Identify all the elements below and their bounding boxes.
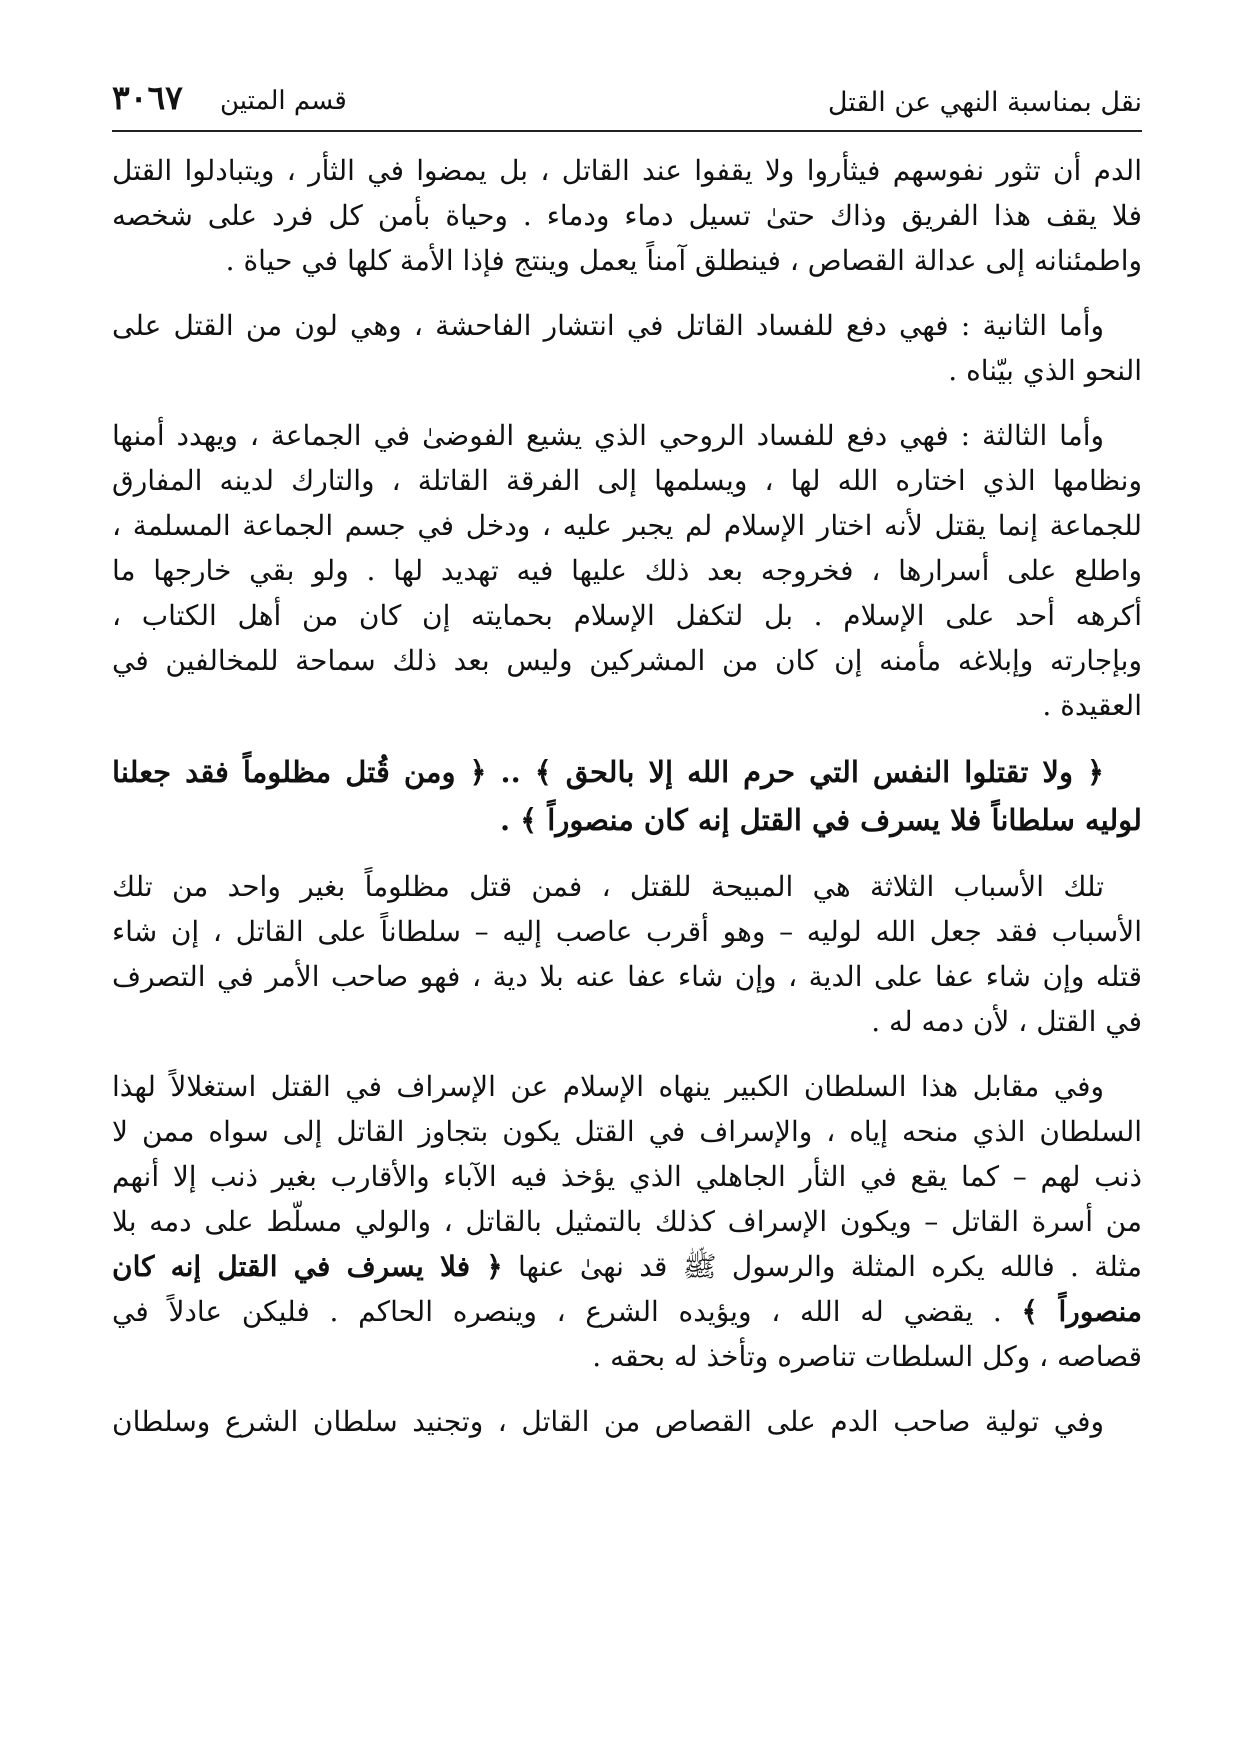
text-line: ذنب لهم – كما يقع في الثأر الجاهلي الذي يؤخذ فيه الآباء والأقارب بغير ذنب إلا أنهم: [112, 1160, 1142, 1193]
text-segment: مثلة . فالله يكره المثلة والرسول ﷺ قد نهىٰ عنها: [518, 1250, 1142, 1283]
text-line: في القتل ، لأن دمه له .: [871, 1005, 1142, 1038]
header-divider: [112, 130, 1142, 132]
text-line: وفي مقابل هذا السلطان الكبير ينهاه الإسلام عن الإسراف في القتل استغلالاً لهذا: [112, 1070, 1104, 1103]
section-name: قسم المتين: [220, 86, 347, 116]
quran-quote: ﴿ فلا يسرف في القتل إنه كان: [112, 1250, 503, 1283]
text-line: الأسباب فقد جعل الله لوليه – وهو أقرب عاصب إليه – سلطاناً على القاتل ، إن شاء: [112, 915, 1142, 948]
text-line: النحو الذي بيّناه .: [948, 354, 1142, 387]
text-line: قتله وإن شاء عفا على الدية ، وإن شاء عفا عنه بلا دية ، فهو صاحب الأمر في التصرف: [112, 960, 1142, 993]
text-line: وأما الثالثة : فهي دفع للفساد الروحي الذي يشيع الفوضىٰ في الجماعة ، ويهدد أمنها: [112, 419, 1104, 452]
running-title: نقل بمناسبة النهي عن القتل: [827, 87, 1142, 118]
text-line-with-quote: منصوراً ﴾ . يقضي له الله ، ويؤيده الشرع ، وينصره الحاكم . فليكن عادلاً في: [112, 1295, 1142, 1328]
text-line: أكرهه أحد على الإسلام . بل لتكفل الإسلام بحمايته إن كان من أهل الكتاب ،: [112, 599, 1142, 632]
quran-verse-block: [112, 748, 1142, 844]
verse-line: ﴿ ولا تقتلوا النفس التي حرم الله إلا بالحق ﴾ .. ﴿ ومن قُتل مظلوماً فقد جعلنا: [112, 755, 1104, 789]
text-line: تلك الأسباب الثلاثة هي المبيحة للقتل ، فمن قتل مظلوماً بغير واحد من تلك: [112, 870, 1105, 903]
paragraph-4: [112, 864, 1142, 1044]
text-line: واطمئنانه إلى عدالة القصاص ، فينطلق آمناً يعمل وينتج فإذا الأمة كلها في حياة .: [225, 244, 1142, 277]
page-body: [112, 148, 1142, 1464]
paragraph-6: [112, 1399, 1142, 1444]
text-line: العقيدة .: [1042, 689, 1142, 722]
text-line: الدم أن تثور نفوسهم فيثأروا ولا يقفوا عند القاتل ، بل يمضوا في الثأر ، ويتبادلوا القتل: [112, 154, 1142, 187]
paragraph-5: [112, 1064, 1142, 1379]
verse-line: لوليه سلطاناً فلا يسرف في القتل إنه كان منصوراً ﴾ .: [499, 803, 1142, 837]
text-segment: يقضي له الله ، ويؤيده الشرع ، وينصره الحاكم . فليكن عادلاً في: [112, 1295, 974, 1328]
text-line: وفي تولية صاحب الدم على القصاص من القاتل ، وتجنيد سلطان الشرع وسلطان: [112, 1405, 1104, 1438]
quran-quote: منصوراً ﴾: [1021, 1295, 1142, 1328]
text-line: قصاصه ، وكل السلطات تناصره وتأخذ له بحقه .: [592, 1340, 1142, 1373]
paragraph-1: [112, 148, 1142, 283]
text-line: السلطان الذي منحه إياه ، والإسراف في القتل يكون بتجاوز القاتل إلى سواه ممن لا: [112, 1115, 1142, 1148]
text-line: ونظامها الذي اختاره الله لها ، ويسلمها إلى الفرقة القاتلة ، والتارك لدينه المفارق: [112, 464, 1142, 497]
page-number: ٣٠٦٧: [112, 78, 183, 117]
text-line: وأما الثانية : فهي دفع للفساد القاتل في انتشار الفاحشة ، وهي لون من القتل على: [112, 309, 1104, 342]
text-line: من أسرة القاتل – ويكون الإسراف كذلك بالتمثيل بالقاتل ، والولي مسلّط على دمه بلا: [112, 1205, 1142, 1238]
text-line: واطلع على أسرارها ، فخروجه بعد ذلك عليها فيه تهديد لها . ولو بقي خارجها ما: [112, 554, 1142, 587]
text-line: للجماعة إنما يقتل لأنه اختار الإسلام لم يجبر عليه ، ودخل في جسم الجماعة المسلمة ،: [112, 509, 1142, 542]
text-line: فلا يقف هذا الفريق وذاك حتىٰ تسيل دماء ودماء . وحياة بأمن كل فرد على شخصه: [112, 199, 1142, 232]
text-line: وبإجارته وإبلاغه مأمنه إن كان من المشركين وليس بعد ذلك سماحة للمخالفين في: [112, 644, 1142, 677]
paragraph-3: [112, 413, 1142, 728]
text-line-with-quote: [112, 1244, 1142, 1289]
running-header: [112, 80, 1142, 124]
paragraph-2: [112, 303, 1142, 393]
